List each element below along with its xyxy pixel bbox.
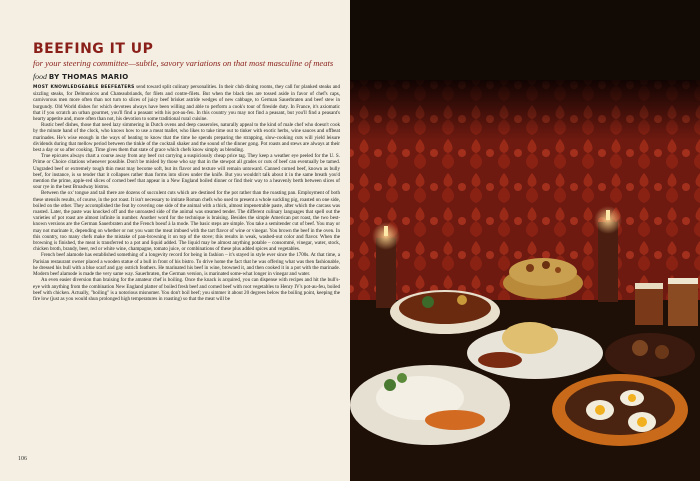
- food-photo-image: [350, 0, 700, 481]
- byline-author: BY THOMAS MARIO: [48, 73, 129, 81]
- paragraph-4: Between the ox' tongue and tail there are dozens of succulent cuts which are destined for the pot rather than the roasting pan. Employment of both these utensils results, of course, in the pot roast. It isn't necessary to imitate Roman chefs who used to present a whole suckling pig, roasted on one side, boiled on the other. They accomplished the feat by covering one side of the animal with a thick, almost impenetrable paste, after which the carcass was roasted. Later, the paste was knocked off and the unroasted side of the animal was steamed tender. The different culinary languages that spell out the varieties of pot roast are almost infinite in number. Another word for the technique is braising. Besides the simple American pot roast, the two best-known versions are the German Sauerbraten and the French boeuf à la mode. The basic steps are simple. You take a semitender cut of beef. You may or may not marinate it, depending on whether or not you want the meat imbued with the tart flavor of wine or vinegar. You brown the beef in the oven. In this country, too many chefs make the mistake of pan-browning it on top of the stove; this results in weak, washed-out color and flavor. When the browning is finished, the meat is transferred to a pot and liquid added. The liquid may be almost anything potable – consommé, vinegar, water, stock, chicken broth, brandy, beer, red or white wine, champagne, tomato juice, or combinations of these plus added spices and vegetables.: [33, 190, 340, 253]
- article-headline: BEEFING IT UP: [33, 41, 154, 57]
- byline-section: food: [33, 72, 47, 81]
- paragraph-6: An even easier diversion than braising for the amateur chef is boiling. Once the knack is acquired, you can dispense with recipes and hit the bull's-eye with anything from the combination New England platter of boiled fresh beef and corned beef with root vegetables to Henry IV's pot-au-feu, boiled beef with chicken. Actually, "boiling" is a notorious misnomer. You don't boil beef; you simmer it about 20 degrees below the boiling point, keeping the fire low (just as you would shun prolonged high temperatures in roasting) so that the meat will be: [33, 277, 340, 302]
- paragraph-1: MOST KNOWLEDGEABLE BEEFEATERS send toward split culinary personalities. In their club dining rooms, they call for planked steaks and sizzling steaks, for Delmonicos and Chateaubriands, for filets and contre-filets. But when the black ties are tossed aside in favor of chef's caps, carnivorous men more often than not turn to slices of juicy beef brisket astride wedges of new cabbage, to German Sauerbraten and beef stew in burgundy. Old World dishes for which devotees always have been willing and able to perform a cook's tour of fireside duty. In France, it's axiomatic that if you scratch an urban gourmet, you'll find a peasant with his pot-au-feu. In this country you may not find a peasant, but you'll find a peasant's hearty appetite and, more often than not, his devotion to some traditional rural cuisine.: [33, 84, 340, 123]
- paragraph-5: French beef alamode has established something of a longevity record for being in fashion – it's stayed in style ever since the 1700s. At that time, a Parisian restaurant owner placed a wooden statue of a bull in front of his bistro. To drive home the fact that he was offering what was then fashionable, he dressed his bull with a blue scarf and gay ostrich feathers. He marinated his beef in wine, browned it, and then cooked it in a pot with the marinade. Modern beef alamode is made the very same way. Sauerbraten, the German version, is marinated some-what longer in vinegar and water.: [33, 252, 340, 278]
- paragraph-2: Rustic beef dishes, those that need lazy simmering in Dutch ovens and deep casseroles, naturally appeal to the kind of male chef who doesn't cook by the minute hand of the clock, who knows how to use a meat mallet, who likes to take time out to tinker with exotic herbs, wine sauces and offbeat marinades. He's wise enough in the ways of heating to know that the time he spends preparing the strapping, slow-cooking cuts will yield leisure dividends during that mellow period between the tinkle of the cocktail shaker and the sound of the dinner gong. Pot roasts and stews are always at their best a day or so after cooking. Time gives them that state of grace which chefs know simply as blending.: [33, 122, 340, 154]
- article-subheadline: for your steering committee—subtle, savory variations on that most masculine of meats: [33, 58, 334, 68]
- page-number: 106: [18, 456, 27, 462]
- article-byline: [33, 72, 129, 81]
- paragraph-3: True epicures always chart a course away from any beef cut carrying a suspiciously cheap price tag. They keep a weather eye peeled for the U. S. Prime or Choice citations whenever possible. Don't be misled by those who say that in the stewpot all grades or cuts of beef can eventually be tamed. Ungraded beef or extremely tough thin meat may become soft, but its flavor and texture will remain untoward. Canned corned beef, known as bully beef, for instance, is so tender that it collapses rather than forms into slices under the knife. But you wouldn't talk about it in the same breath you'd mention the prime, apple-red slices of corned beef that appear in a New England boiled dinner or find their way to a heavenly berth between slices of sour rye in the best Broadway bistros.: [33, 153, 340, 191]
- article-body: [33, 84, 340, 468]
- lead-caps: MOST KNOWLEDGEABLE BEEFEATERS: [33, 85, 135, 90]
- food-photo: [350, 0, 700, 481]
